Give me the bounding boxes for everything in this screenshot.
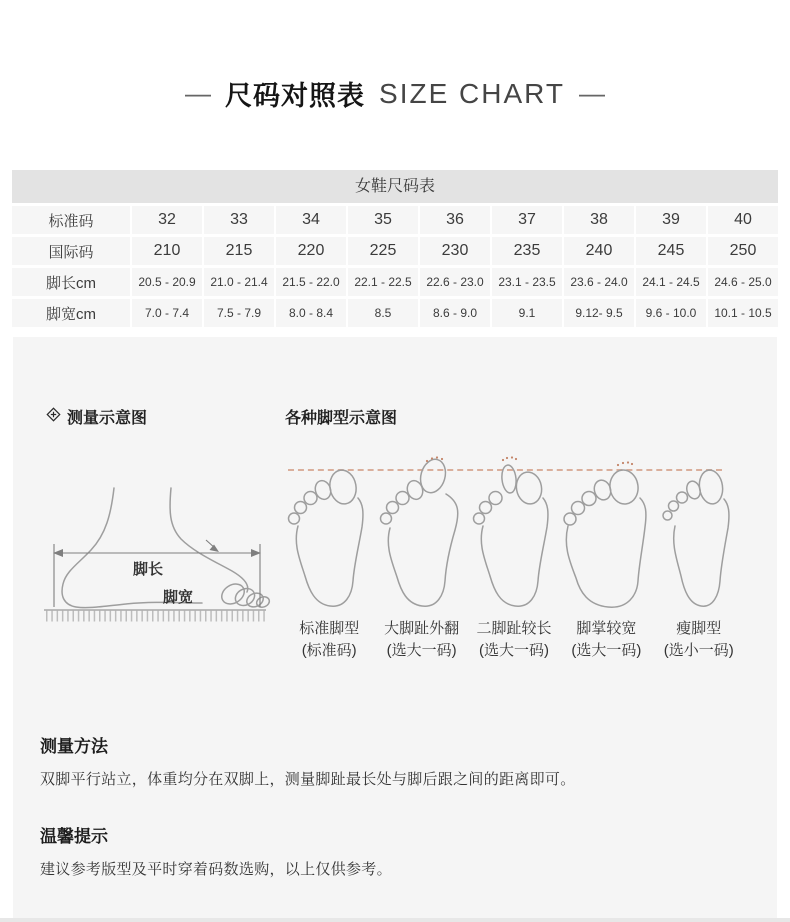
- table-cell: 33: [204, 206, 274, 234]
- tips-body: 建议参考版型及平时穿着码数选购，以上仅供参考。: [40, 861, 392, 878]
- table-cell: 37: [492, 206, 562, 234]
- table-row-intl-size: [12, 237, 778, 265]
- foot-type-label: [560, 618, 652, 662]
- overlimit-mark: [502, 456, 517, 461]
- table-cell: 34: [276, 206, 346, 234]
- table-cell: 21.0 - 21.4: [204, 268, 274, 296]
- page-title-cn: 尺码对照表: [225, 81, 366, 111]
- table-cell: 21.5 - 22.0: [276, 268, 346, 296]
- foot-type-name: 大脚趾外翻: [384, 620, 460, 637]
- table-cell: 7.5 - 7.9: [204, 299, 274, 327]
- table-cell: 39: [636, 206, 706, 234]
- table-cell: 35: [348, 206, 418, 234]
- table-cell: 220: [276, 237, 346, 265]
- table-cell: 24.6 - 25.0: [708, 268, 778, 296]
- table-row-foot-length: [12, 268, 778, 296]
- foot-figure-standard: [283, 452, 375, 612]
- foot-type-name: 标准脚型: [299, 620, 360, 637]
- foot-side-view-diagram: [36, 444, 271, 624]
- row-label: 标准码: [12, 206, 130, 234]
- table-cell: 235: [492, 237, 562, 265]
- foot-type-label: [283, 618, 375, 662]
- measure-method-body: 双脚平行站立，体重均分在双脚上，测量脚趾最长处与脚后跟之间的距离即可。: [40, 771, 576, 788]
- table-cell: 245: [636, 237, 706, 265]
- table-cell: 8.5: [348, 299, 418, 327]
- foot-figure-narrow: [653, 452, 745, 612]
- table-cell: 22.1 - 22.5: [348, 268, 418, 296]
- measure-diagram-title: 测量示意图: [67, 410, 148, 427]
- table-cell: 10.1 - 10.5: [708, 299, 778, 327]
- foot-width-label: 脚宽: [163, 589, 194, 606]
- table-cell: 240: [564, 237, 634, 265]
- table-cell: 23.1 - 23.5: [492, 268, 562, 296]
- row-label: 国际码: [12, 237, 130, 265]
- table-cell: 9.6 - 10.0: [636, 299, 706, 327]
- table-cell: 215: [204, 237, 274, 265]
- table-cell: 250: [708, 237, 778, 265]
- foot-type-note: (选大一码): [571, 642, 642, 659]
- page-title: [0, 74, 790, 113]
- table-row-foot-width: [12, 299, 778, 327]
- foot-type-labels: [283, 618, 745, 662]
- foot-type-name: 脚掌较宽: [576, 620, 637, 637]
- foot-type-note: (选小一码): [663, 642, 734, 659]
- tips-section: [40, 822, 745, 879]
- table-row-standard-size: [12, 206, 778, 234]
- title-dash-right: —: [578, 78, 605, 108]
- overlimit-mark: [617, 461, 633, 466]
- table-cell: 9.1: [492, 299, 562, 327]
- size-table: [12, 206, 778, 327]
- table-cell: 20.5 - 20.9: [132, 268, 202, 296]
- table-cell: 32: [132, 206, 202, 234]
- foot-type-name: 瘦脚型: [676, 620, 722, 637]
- table-cell: 7.0 - 7.4: [132, 299, 202, 327]
- table-cell: 8.0 - 8.4: [276, 299, 346, 327]
- table-cell: 230: [420, 237, 490, 265]
- measure-method-section: [40, 732, 745, 789]
- measure-diagram-heading: [46, 405, 147, 428]
- table-cell: 225: [348, 237, 418, 265]
- title-dash-left: —: [185, 78, 212, 108]
- table-cell: 36: [420, 206, 490, 234]
- foot-types-title: 各种脚型示意图: [285, 410, 398, 427]
- foot-length-label: 脚长: [132, 561, 164, 578]
- page-title-en: SIZE CHART: [379, 77, 565, 109]
- diamond-plus-icon: [46, 407, 61, 427]
- foot-type-note: (选大一码): [386, 642, 457, 659]
- row-label: 脚长cm: [12, 268, 130, 296]
- measure-method-title: 测量方法: [40, 737, 108, 756]
- table-cell: 24.1 - 24.5: [636, 268, 706, 296]
- table-cell: 38: [564, 206, 634, 234]
- foot-type-note: (选大一码): [478, 642, 549, 659]
- row-label: 脚宽cm: [12, 299, 130, 327]
- foot-type-name: 二脚趾较长: [476, 620, 552, 637]
- foot-type-label: [375, 618, 467, 662]
- table-cell: 23.6 - 24.0: [564, 268, 634, 296]
- foot-type-figures: [283, 452, 745, 612]
- table-title: 女鞋尺码表: [12, 170, 778, 203]
- tips-title: 温馨提示: [40, 827, 108, 846]
- foot-type-label: [653, 618, 745, 662]
- foot-type-note: (标准码): [301, 642, 357, 659]
- bottom-divider: [0, 918, 790, 922]
- table-cell: 8.6 - 9.0: [420, 299, 490, 327]
- table-cell: 210: [132, 237, 202, 265]
- table-cell: 22.6 - 23.0: [420, 268, 490, 296]
- table-cell: 40: [708, 206, 778, 234]
- table-cell: 9.12- 9.5: [564, 299, 634, 327]
- foot-figure-wide: [560, 452, 652, 612]
- foot-types-heading: [285, 405, 397, 428]
- foot-figure-long-second-toe: [468, 452, 560, 612]
- foot-figure-bunion: [375, 452, 467, 612]
- foot-type-label: [468, 618, 560, 662]
